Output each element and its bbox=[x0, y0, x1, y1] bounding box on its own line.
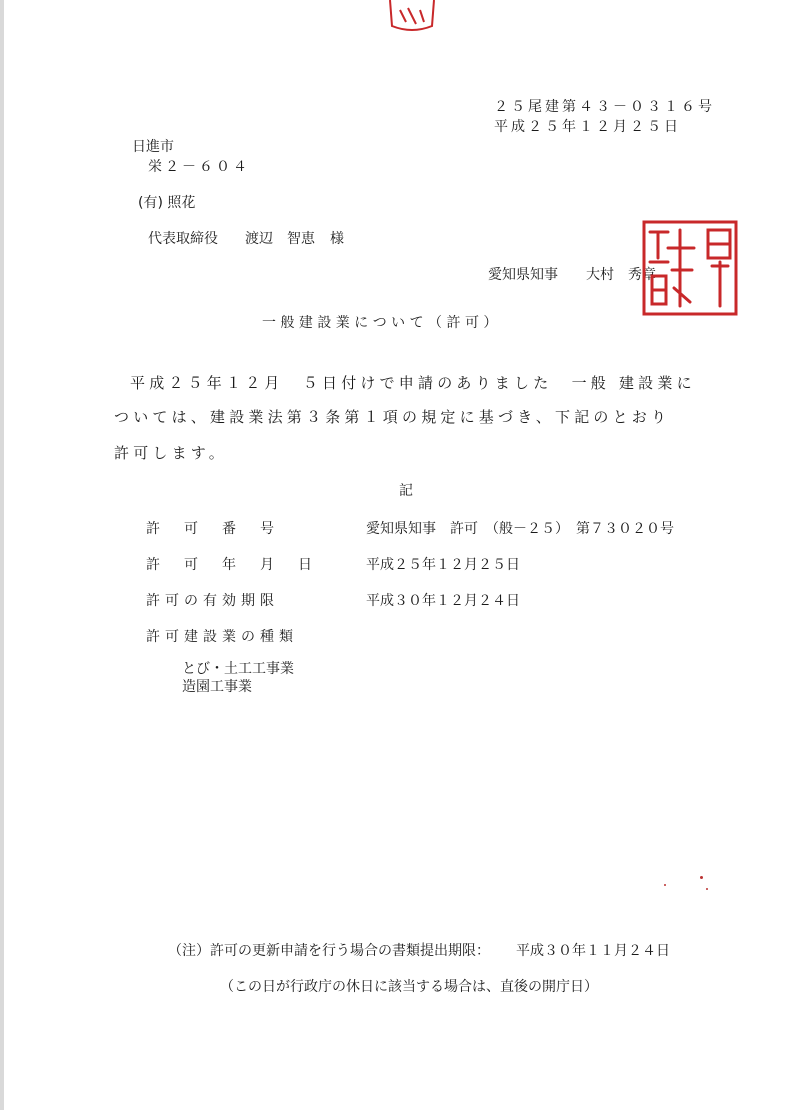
recipient-honorific: 様 bbox=[330, 231, 344, 247]
item-value-permit-number: 愛知県知事 許可 （般－２５） 第７３０２０号 bbox=[366, 521, 674, 537]
governor-seal bbox=[640, 218, 740, 318]
business-type-1: とび・土工工事業 bbox=[182, 661, 294, 677]
sender-title: 愛知県知事 bbox=[488, 267, 558, 283]
note-detail: （この日が行政庁の休日に該当する場合は、直後の開庁日） bbox=[220, 979, 598, 995]
recipient-company: (有) 照花 bbox=[138, 195, 196, 211]
body-line-1: 平成２５年１２月 ５日付けで申請のありました 一般 建設業に bbox=[130, 374, 696, 392]
ki-heading: 記 bbox=[399, 483, 413, 499]
document-date: 平成２５年１２月２５日 bbox=[494, 119, 681, 135]
sender-name: 大村 秀章 bbox=[586, 267, 656, 283]
scan-edge bbox=[0, 0, 4, 1110]
scan-speck bbox=[706, 888, 708, 890]
scan-speck bbox=[664, 884, 666, 886]
scan-speck bbox=[700, 876, 703, 879]
body-line-3: 許可します。 bbox=[114, 444, 229, 462]
note-label: （注）許可の更新申請を行う場合の書類提出期限： bbox=[168, 943, 490, 959]
item-label-permit-date: 許 可 年 月 日 bbox=[146, 557, 317, 573]
body-line-2: ついては、建設業法第３条第１項の規定に基づき、下記のとおり bbox=[114, 408, 671, 426]
recipient-address: 栄２－６０４ bbox=[148, 159, 250, 175]
recipient-city: 日進市 bbox=[132, 139, 174, 155]
item-label-permit-number: 許 可 番 号 bbox=[146, 521, 279, 537]
item-label-validity: 許可の有効期限 bbox=[146, 593, 279, 609]
document-number: ２５尾建第４３－０３１６号 bbox=[494, 99, 715, 115]
item-value-permit-date: 平成２５年１２月２５日 bbox=[366, 557, 520, 573]
item-label-business-types: 許可建設業の種類 bbox=[146, 629, 298, 645]
note-date: 平成３０年１１月２４日 bbox=[516, 943, 670, 959]
partial-stamp-top bbox=[386, 0, 438, 32]
recipient-title: 代表取締役 bbox=[148, 231, 218, 247]
business-type-2: 造園工事業 bbox=[182, 679, 252, 695]
subject-line: 一 般 建 設 業 に つ い て （ 許 可 ） bbox=[262, 315, 498, 331]
item-value-validity: 平成３０年１２月２４日 bbox=[366, 593, 520, 609]
recipient-name: 渡辺 智恵 bbox=[245, 231, 315, 247]
